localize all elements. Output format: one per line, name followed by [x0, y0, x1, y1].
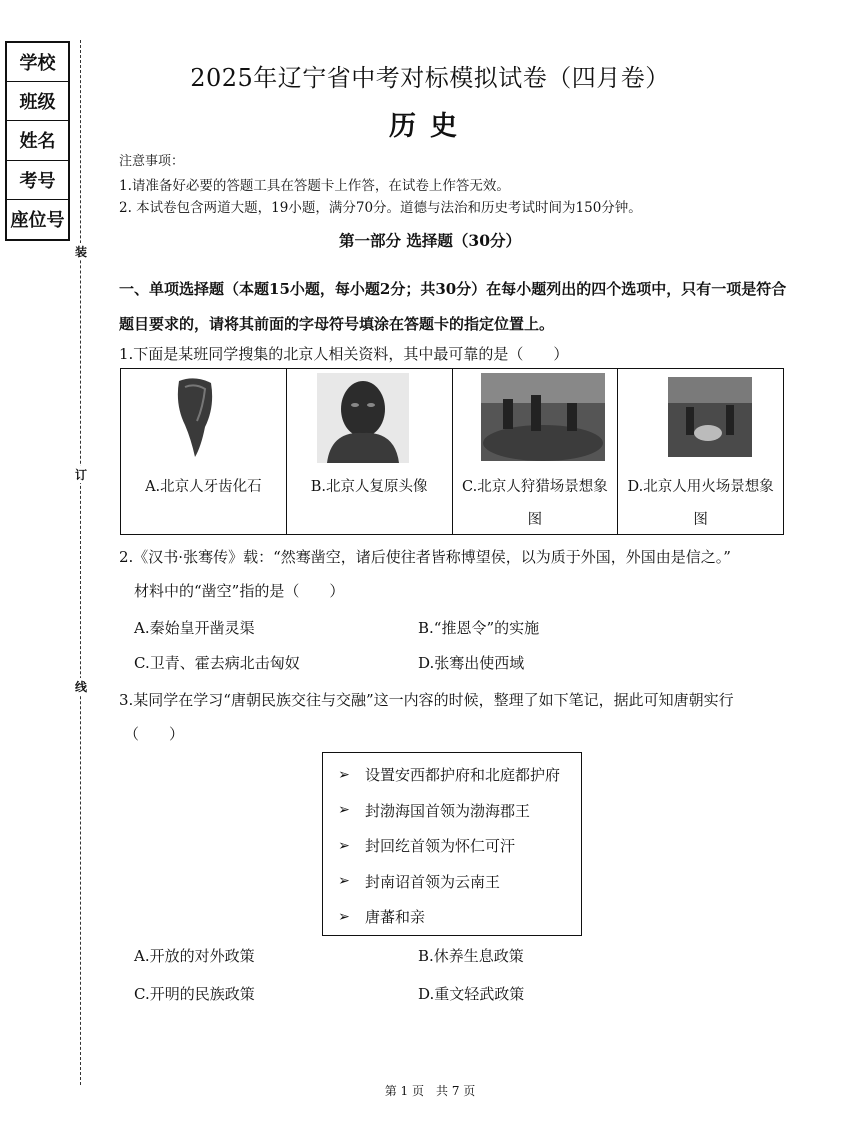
- q1-stem: 1.下面是某班同学搜集的北京人相关资料，其中最可靠的是（ ）: [119, 345, 569, 363]
- q3-stem-line1: 3.某同学在学习“唐朝民族交往与交融”这一内容的时候，整理了如下笔记，据此可知唐朝实行: [119, 691, 734, 709]
- q3-stem-line2: （ ）: [124, 725, 185, 743]
- arrow-bullet-icon: ➢: [338, 837, 350, 854]
- binding-mark-zhuang: 装: [74, 245, 87, 259]
- page-footer: 第 1 页 共 7 页: [384, 1084, 476, 1098]
- q1-option-b-cell[interactable]: [287, 369, 453, 534]
- q1-option-c-cell[interactable]: C.北京人狩猎场景想象 图: [453, 369, 619, 534]
- field-exam-number: 考号: [7, 161, 68, 200]
- arrow-bullet-icon: ➢: [338, 908, 350, 925]
- field-class: 班级: [7, 82, 68, 121]
- arrow-bullet-icon: ➢: [338, 873, 350, 890]
- q2-stem-line1: 2.《汉书·张骞传》载：“然骞凿空，诸后使往者皆称博望侯，以为质于外国，外国由是信之。”: [119, 548, 731, 566]
- fire-scene-image: [668, 377, 752, 457]
- q1-option-c-label: C.北京人狩猎场景想象: [462, 479, 608, 495]
- section-instructions: 一、单项选择题（本题15小题，每小题2分；共30分）在每小题列出的四个选项中，只有一项是符合题目要求的，请将其前面的字母符号填涂在答题卡的指定位置上。: [119, 280, 787, 333]
- field-school: 学校: [7, 43, 68, 82]
- field-seat-number: 座位号: [10, 210, 65, 232]
- q3-option-d[interactable]: D.重文轻武政策: [418, 985, 525, 1003]
- arrow-bullet-icon: ➢: [338, 766, 350, 783]
- q3-option-b[interactable]: B.休养生息政策: [418, 947, 524, 965]
- head-reconstruction-image: [317, 373, 409, 463]
- q3-option-a[interactable]: A.开放的对外政策: [134, 947, 255, 965]
- tooth-fossil-image: [171, 377, 217, 461]
- arrow-bullet-icon: ➢: [338, 802, 350, 819]
- notes-heading: 注意事项：: [119, 154, 185, 169]
- q3-note-item: ➢ 封渤海国首领为渤海郡王: [323, 793, 581, 829]
- q1-option-b-label: B.北京人复原头像: [310, 479, 428, 495]
- exam-title: 2025年辽宁省中考对标模拟试卷（四月卷）: [190, 64, 670, 92]
- q3-note-item: ➢ 封回纥首领为怀仁可汗: [323, 828, 581, 864]
- binding-line: [80, 40, 81, 1085]
- subject-title: 历史: [389, 111, 471, 142]
- q1-option-d-label: D.北京人用火场景想象: [627, 479, 774, 495]
- q3-note-item: ➢ 设置安西都护府和北庭都护府: [323, 757, 581, 793]
- note-item-1: 1.请准备好必要的答题工具在答题卡上作答，在试卷上作答无效。: [119, 178, 510, 194]
- q3-note-item: ➢ 唐蕃和亲: [323, 899, 581, 935]
- q3-notes-box: [322, 752, 582, 936]
- note-item-2: 2. 本试卷包含两道大题，19小题，满分70分。道德与法治和历史考试时间为150分钟。: [119, 200, 642, 216]
- q3-note-item: ➢ 封南诏首领为云南王: [323, 864, 581, 900]
- q2-option-b[interactable]: B.“推恩令”的实施: [418, 619, 540, 637]
- q2-option-c[interactable]: C.卫青、霍去病北击匈奴: [134, 654, 300, 672]
- hunting-scene-image: [481, 373, 605, 461]
- q3-option-c[interactable]: C.开明的民族政策: [134, 985, 255, 1003]
- q2-option-a[interactable]: A.秦始皇开凿灵渠: [134, 619, 255, 637]
- q2-option-d[interactable]: D.张骞出使西域: [418, 654, 525, 672]
- q1-option-d-cell[interactable]: D.北京人用火场景想象 图: [618, 369, 783, 534]
- part-title: 第一部分 选择题（30分）: [339, 231, 521, 250]
- q1-image-table: [120, 368, 784, 535]
- q1-option-a-label: A.北京人牙齿化石: [145, 479, 262, 495]
- binding-mark-xian: 线: [74, 680, 87, 694]
- field-name: 姓名: [7, 121, 68, 160]
- q2-stem-line2: 材料中的“凿空”指的是（ ）: [134, 582, 345, 600]
- binding-mark-ding: 订: [74, 468, 87, 482]
- q1-option-a-cell[interactable]: [121, 369, 287, 534]
